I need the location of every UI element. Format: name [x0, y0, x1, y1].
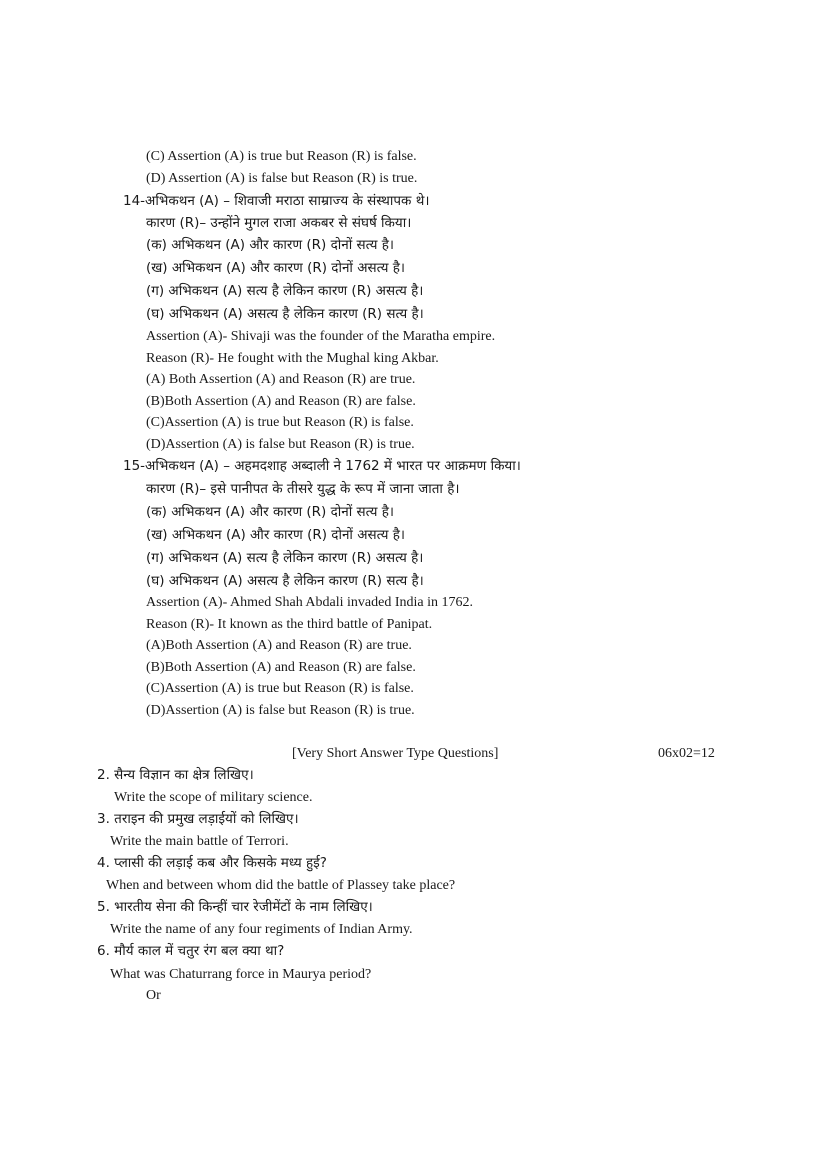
q14-option-hindi-gha: (घ) अभिकथन (A) असत्य है लेकिन कारण (R) सत्य है। [146, 306, 424, 322]
vsa-q5-hindi: 5. भारतीय सेना की किन्हीं चार रेजीमेंटों के नाम लिखिए। [97, 899, 373, 915]
q13-option-c: (C) Assertion (A) is true but Reason (R) is false. [146, 149, 417, 164]
q15-option-hindi-kha: (ख) अभिकथन (A) और कारण (R) दोनों असत्य है। [146, 527, 405, 543]
vsa-q6-hindi: 6. मौर्य काल में चतुर रंग बल क्या था? [97, 943, 285, 959]
q15-option-hindi-ka: (क) अभिकथन (A) और कारण (R) दोनों सत्य है। [146, 504, 394, 520]
q15-assertion-hindi: 15-अभिकथन (A) – अहमदशाह अब्दाली ने 1762 में भारत पर आक्रमण किया। [123, 458, 521, 474]
vsa-q2-english: Write the scope of military science. [114, 790, 313, 805]
q14-reason-english: Reason (R)- He fought with the Mughal king Akbar. [146, 351, 439, 366]
or-label: Or [146, 988, 161, 1003]
vsa-q4-english: When and between whom did the battle of Plassey take place? [106, 878, 456, 893]
vsa-q3-hindi: 3. तराइन की प्रमुख लड़ाईयों को लिखिए। [97, 811, 299, 827]
q14-option-hindi-ga: (ग) अभिकथन (A) सत्य है लेकिन कारण (R) असत्य है। [146, 283, 424, 299]
q15-option-hindi-ga: (ग) अभिकथन (A) सत्य है लेकिन कारण (R) असत्य है। [146, 550, 424, 566]
section-title: [Very Short Answer Type Questions] [292, 746, 499, 761]
q15-option-d: (D)Assertion (A) is false but Reason (R) is true. [146, 703, 415, 718]
q14-option-a: (A) Both Assertion (A) and Reason (R) are true. [146, 372, 416, 387]
q15-assertion-english: Assertion (A)- Ahmed Shah Abdali invaded India in 1762. [146, 595, 474, 610]
vsa-q3-english: Write the main battle of Terrori. [110, 834, 289, 849]
vsa-q5-english: Write the name of any four regiments of Indian Army. [110, 922, 413, 937]
q15-reason-hindi: कारण (R)– इसे पानीपत के तीसरे युद्ध के रूप में जाना जाता है। [146, 481, 460, 497]
q15-option-a: (A)Both Assertion (A) and Reason (R) are true. [146, 638, 412, 653]
q14-option-b: (B)Both Assertion (A) and Reason (R) are false. [146, 394, 416, 409]
vsa-q4-hindi: 4. प्लासी की लड़ाई कब और किसके मध्य हुई? [97, 855, 327, 871]
q15-option-hindi-gha: (घ) अभिकथन (A) असत्य है लेकिन कारण (R) सत्य है। [146, 573, 424, 589]
section-marks: 06x02=12 [658, 746, 715, 761]
q15-reason-english: Reason (R)- It known as the third battle of Panipat. [146, 617, 433, 632]
q15-option-c: (C)Assertion (A) is true but Reason (R) is false. [146, 681, 414, 696]
q14-option-hindi-ka: (क) अभिकथन (A) और कारण (R) दोनों सत्य है। [146, 237, 394, 253]
q13-option-d: (D) Assertion (A) is false but Reason (R) is true. [146, 171, 418, 186]
vsa-q2-hindi: 2. सैन्य विज्ञान का क्षेत्र लिखिए। [97, 767, 254, 783]
q14-reason-hindi: कारण (R)– उन्होंने मुगल राजा अकबर से संघर्ष किया। [146, 215, 412, 231]
q15-option-b: (B)Both Assertion (A) and Reason (R) are false. [146, 660, 416, 675]
q14-assertion-english: Assertion (A)- Shivaji was the founder of the Maratha empire. [146, 329, 496, 344]
q14-option-c: (C)Assertion (A) is true but Reason (R) is false. [146, 415, 414, 430]
q14-assertion-hindi: 14-अभिकथन (A) – शिवाजी मराठा साम्राज्य के संस्थापक थे। [123, 193, 430, 209]
vsa-q6-english: What was Chaturrang force in Maurya period? [110, 967, 372, 982]
q14-option-d: (D)Assertion (A) is false but Reason (R) is true. [146, 437, 415, 452]
q14-option-hindi-kha: (ख) अभिकथन (A) और कारण (R) दोनों असत्य है। [146, 260, 405, 276]
